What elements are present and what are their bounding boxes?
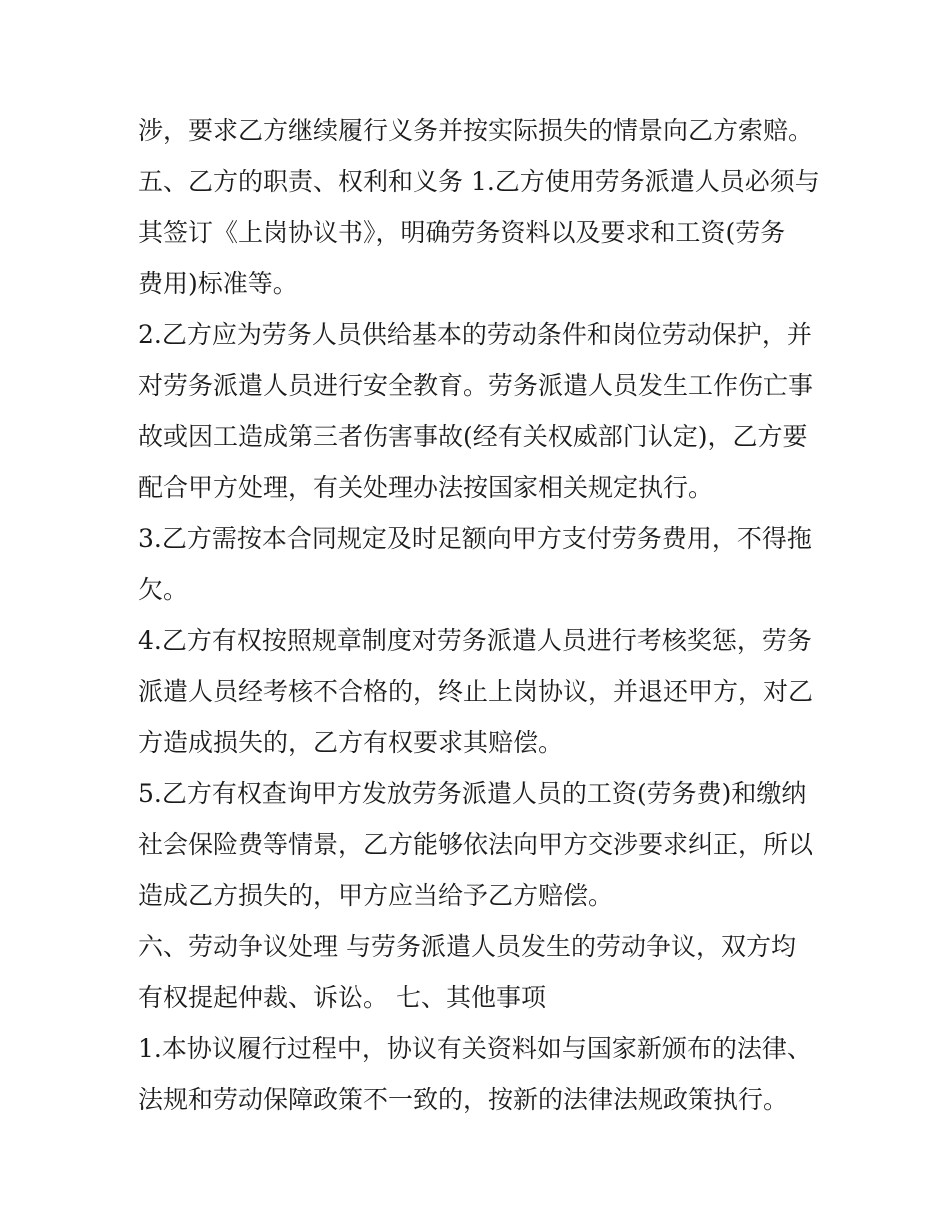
text-line: 3.乙方需按本合同规定及时足额向甲方支付劳务费用，不得拖 xyxy=(138,524,812,553)
text-line: 配合甲方处理，有关处理办法按国家相关规定执行。 xyxy=(138,473,714,502)
text-line: 其签订《上岗协议书》，明确劳务资料以及要求和工资(劳务 xyxy=(138,218,786,247)
text-line: 六、劳动争议处理 与劳务派遣人员发生的劳动争议，双方均 xyxy=(138,932,796,961)
text-line: 派遣人员经考核不合格的，终止上岗协议，并退还甲方，对乙 xyxy=(138,677,814,706)
text-line: 1.本协议履行过程中，协议有关资料如与国家新颁布的法律、 xyxy=(138,1034,812,1063)
text-line: 5.乙方有权查询甲方发放劳务派遣人员的工资(劳务费)和缴纳 xyxy=(138,779,807,808)
text-line: 方造成损失的，乙方有权要求其赔偿。 xyxy=(138,728,564,757)
text-line: 费用)标准等。 xyxy=(138,269,298,298)
body-text xyxy=(138,105,818,1125)
text-line: 造成乙方损失的，甲方应当给予乙方赔偿。 xyxy=(138,881,614,910)
text-line: 法规和劳动保障政策不一致的，按新的法律法规政策执行。 xyxy=(138,1085,789,1114)
text-line: 2.乙方应为劳务人员供给基本的劳动条件和岗位劳动保护，并 xyxy=(138,320,812,349)
text-line: 对劳务派遣人员进行安全教育。劳务派遣人员发生工作伤亡事 xyxy=(138,371,814,400)
text-line: 故或因工造成第三者伤害事故(经有关权威部门认定)，乙方要 xyxy=(138,422,808,451)
text-line: 有权提起仲裁、诉讼。 七、其他事项 xyxy=(138,983,546,1012)
text-line: 社会保险费等情景，乙方能够依法向甲方交涉要求纠正，所以 xyxy=(138,830,814,859)
text-line: 涉，要求乙方继续履行义务并按实际损失的情景向乙方索赔。 xyxy=(138,116,814,145)
text-line: 五、乙方的职责、权利和义务 1.乙方使用劳务派遣人员必须与 xyxy=(138,167,820,196)
text-line: 欠。 xyxy=(138,575,189,604)
text-line: 4.乙方有权按照规章制度对劳务派遣人员进行考核奖惩，劳务 xyxy=(138,626,812,655)
